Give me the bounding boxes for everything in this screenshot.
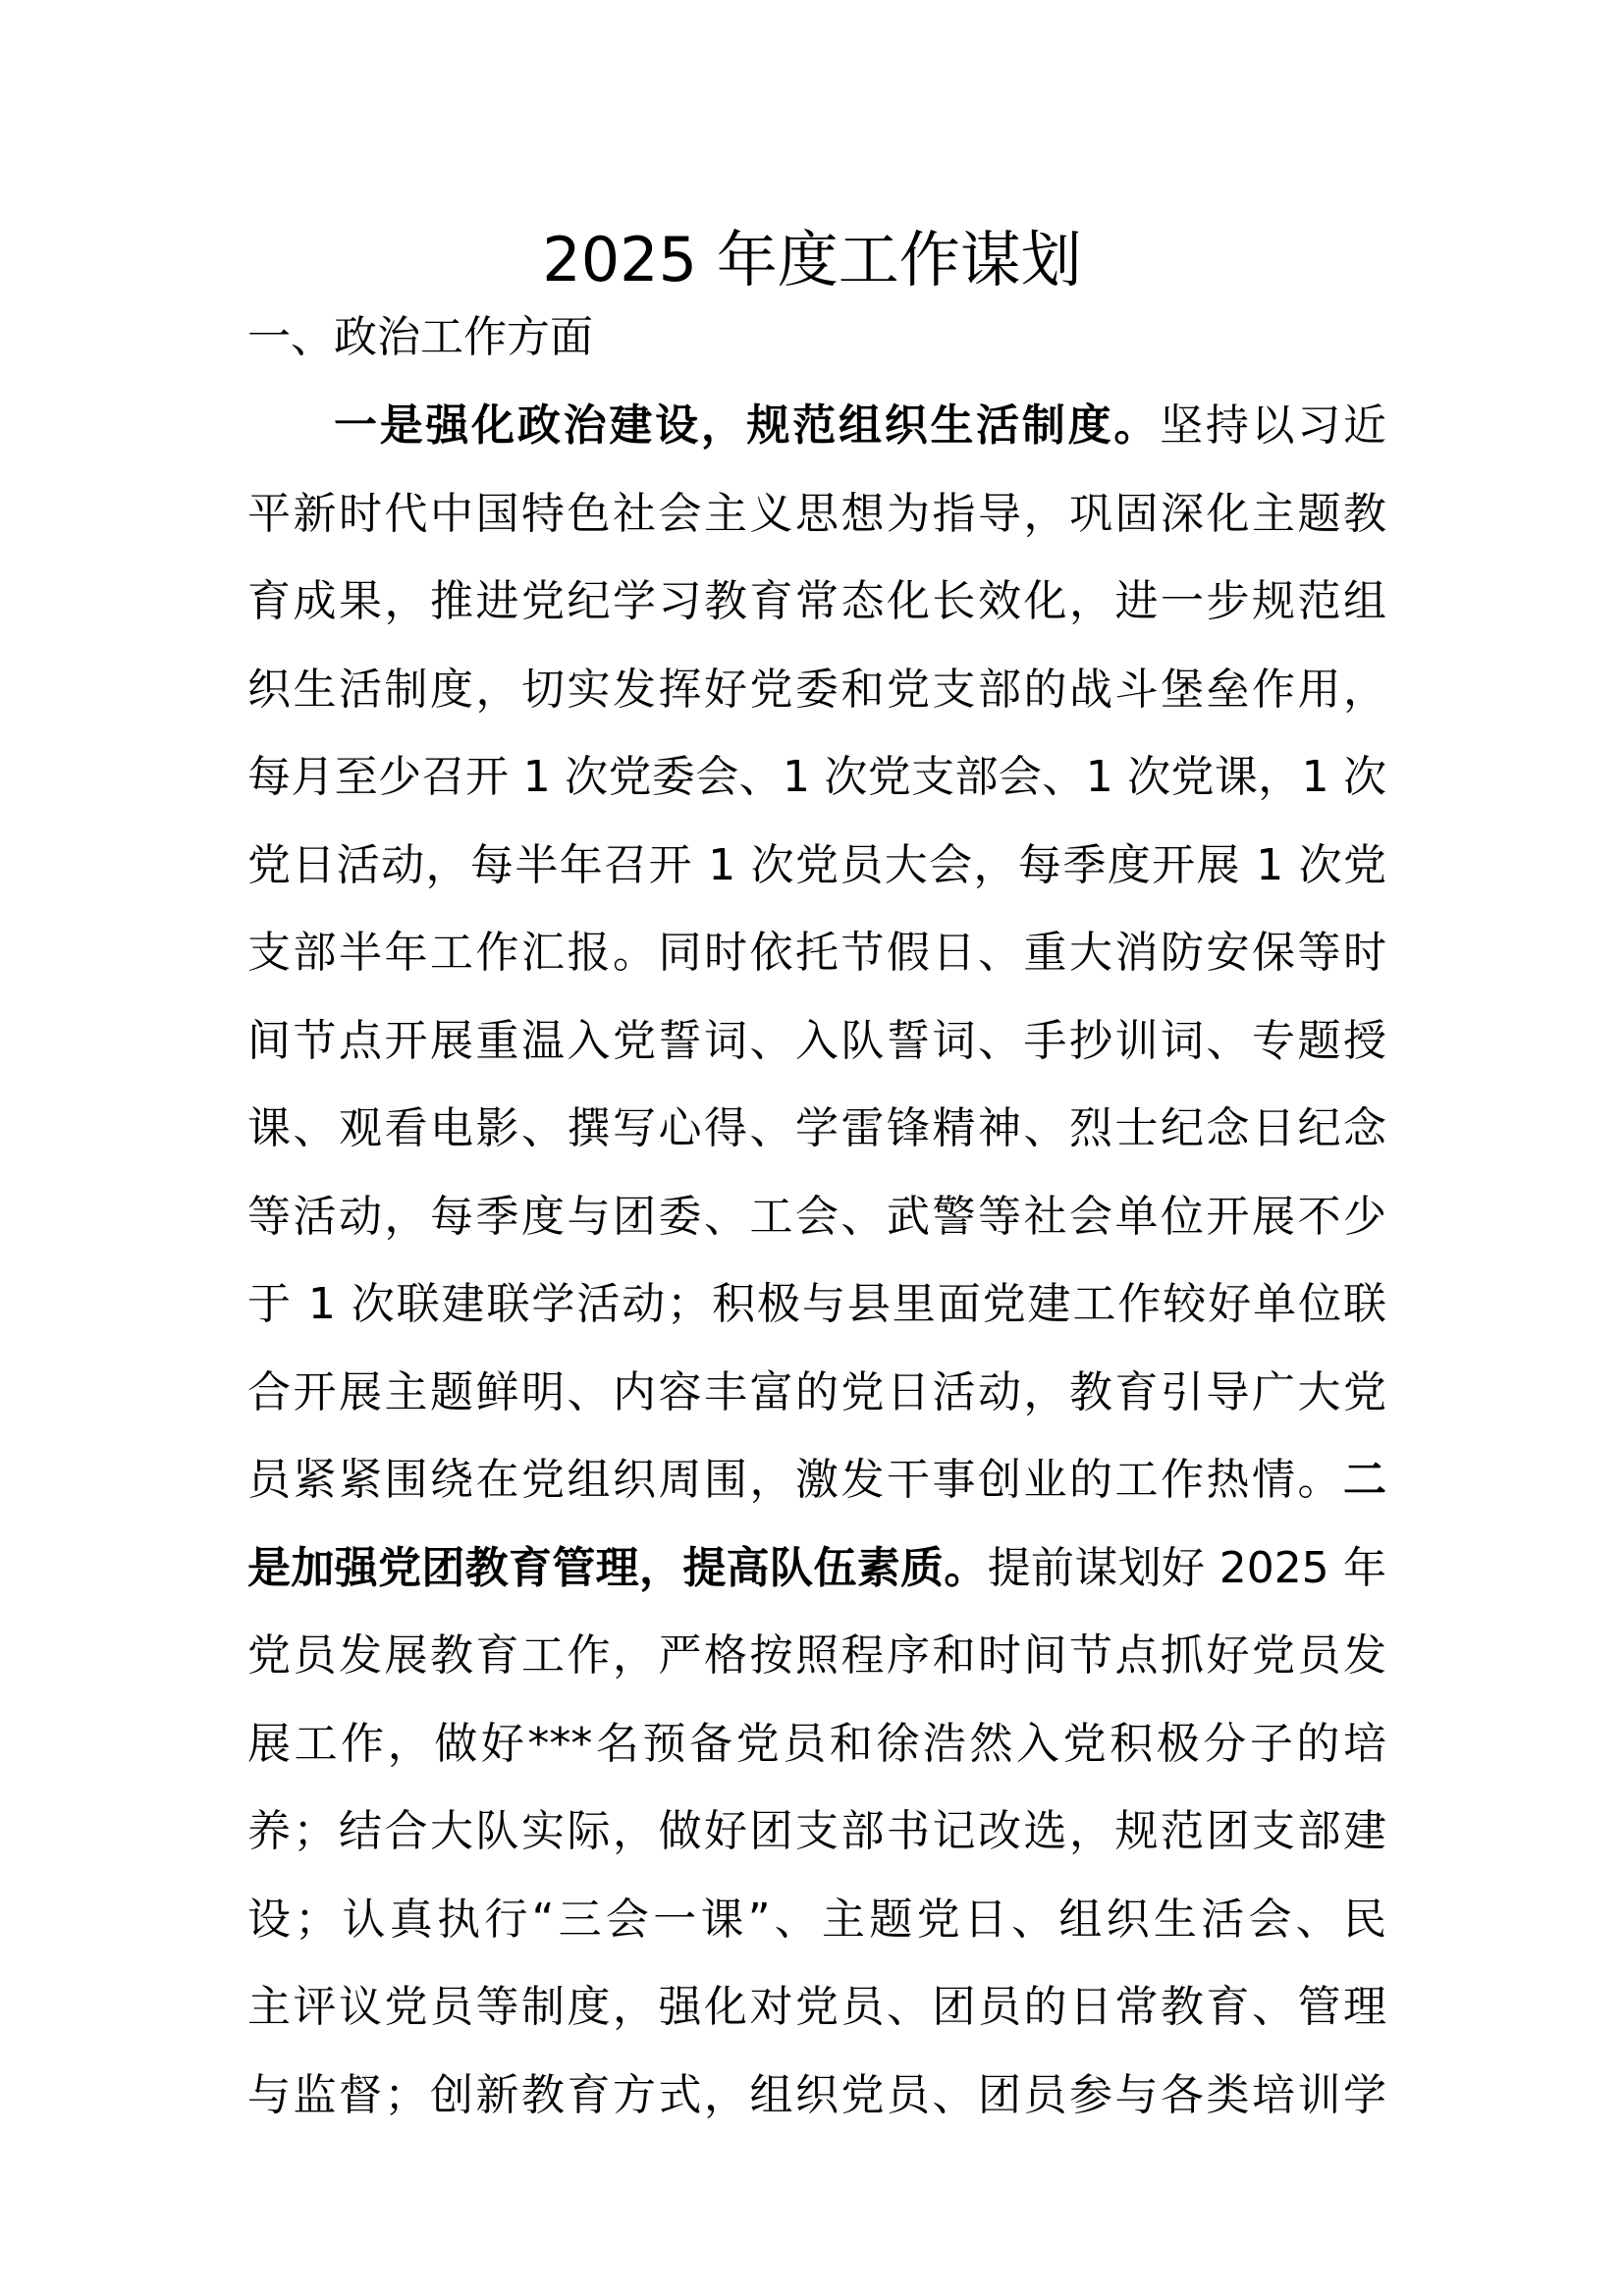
- line-text: 员紧紧围绕在党组织周围，激发干事创业的工作热情。: [247, 1455, 1343, 1505]
- line-text: 育成果，推进党纪学习教育常态化长效化，进一步规范组: [247, 576, 1386, 626]
- paragraph-line: [247, 1978, 1386, 2037]
- line-text: 每月至少召开 1 次党委会、1 次党支部会、1 次党课，1 次: [247, 752, 1386, 802]
- paragraph-line: [247, 1275, 1386, 1334]
- line-text: 主评议党员等制度，强化对党员、团员的日常教育、管理: [247, 1982, 1386, 2032]
- line-text: 党员发展教育工作，严格按照程序和时间节点抓好党员发: [247, 1630, 1386, 1681]
- line-text: 支部半年工作汇报。同时依托节假日、重大消防安保等时: [247, 928, 1386, 978]
- paragraph-line: [247, 2066, 1386, 2125]
- paragraph-line: [247, 1802, 1386, 1861]
- bold-lead: 是加强党团教育管理，提高队伍素质。: [247, 1543, 988, 1593]
- bold-lead: 二: [1343, 1455, 1386, 1505]
- paragraph-line: [247, 1715, 1386, 1774]
- line-text: 设；认真执行“三会一课”、主题党日、组织生活会、民: [247, 1895, 1386, 1945]
- bold-lead: 一是强化政治建设，规范组织生活制度。: [334, 400, 1161, 451]
- line-text: 坚持以习近: [1160, 400, 1387, 451]
- document-title: 2025 年度工作谋划: [542, 224, 1082, 295]
- line-text: 展工作，做好***名预备党员和徐浩然入党积极分子的培: [247, 1719, 1386, 1769]
- line-text: 提前谋划好 2025 年: [987, 1543, 1386, 1593]
- paragraph-line: [247, 1451, 1386, 1510]
- line-text: 等活动，每季度与团委、工会、武警等社会单位开展不少: [247, 1192, 1386, 1242]
- paragraph-line: [247, 1539, 1386, 1598]
- line-text: 党日活动，每半年召开 1 次党员大会，每季度开展 1 次党: [247, 840, 1386, 890]
- paragraph-line: [247, 1363, 1386, 1422]
- paragraph-line: [247, 661, 1386, 720]
- paragraph-line: [247, 572, 1386, 631]
- paragraph-line: [334, 397, 1386, 455]
- line-text: 平新时代中国特色社会主义思想为指导，巩固深化主题教: [247, 489, 1386, 539]
- line-text: 合开展主题鲜明、内容丰富的党日活动，教育引导广大党: [247, 1367, 1386, 1417]
- paragraph-line: [247, 1012, 1386, 1071]
- paragraph-line: [247, 1099, 1386, 1158]
- paragraph-line: [247, 1627, 1386, 1685]
- paragraph-line: [247, 1188, 1386, 1247]
- line-text: 于 1 次联建联学活动；积极与县里面党建工作较好单位联: [247, 1279, 1386, 1329]
- line-text: 与监督；创新教育方式，组织党员、团员参与各类培训学: [247, 2070, 1386, 2120]
- line-text: 织生活制度，切实发挥好党委和党支部的战斗堡垒作用，: [247, 665, 1386, 715]
- line-text: 养；结合大队实际，做好团支部书记改选，规范团支部建: [247, 1806, 1386, 1856]
- section-heading: 一、政治工作方面: [247, 312, 593, 362]
- paragraph-line: [247, 748, 1386, 807]
- paragraph-line: [247, 1891, 1386, 1949]
- paragraph-line: [247, 485, 1386, 544]
- paragraph-line: [247, 836, 1386, 895]
- line-text: 课、观看电影、撰写心得、学雷锋精神、烈士纪念日纪念: [247, 1103, 1386, 1153]
- line-text: 间节点开展重温入党誓词、入队誓词、手抄训词、专题授: [247, 1016, 1386, 1066]
- paragraph-line: [247, 924, 1386, 983]
